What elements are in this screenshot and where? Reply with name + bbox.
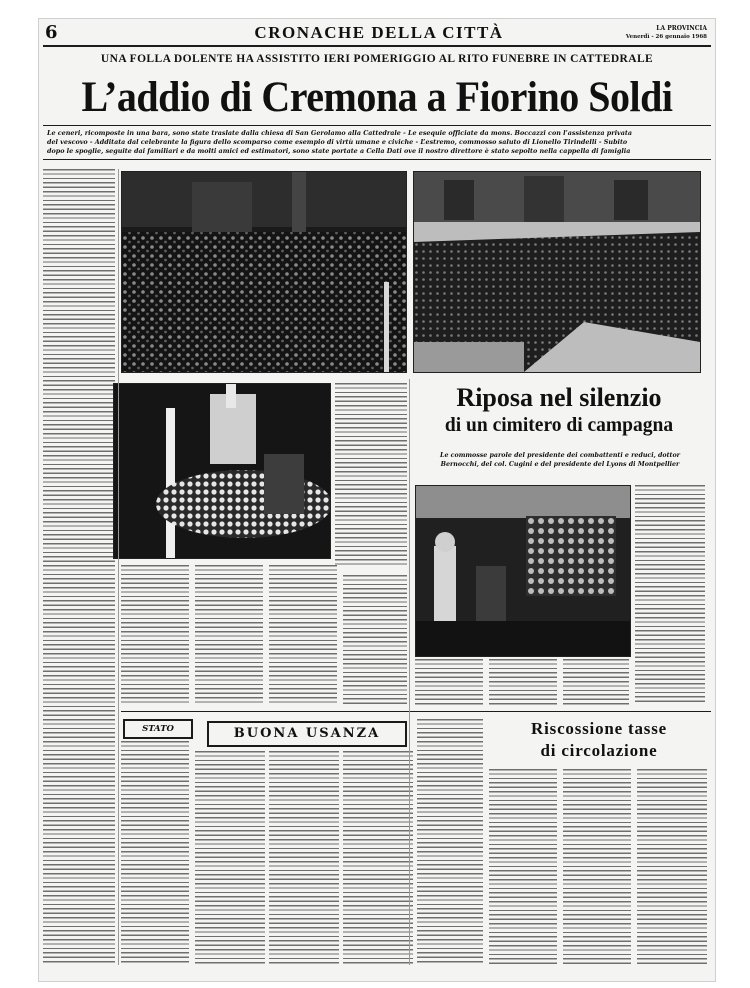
buona-usanza-column-3 <box>343 751 413 965</box>
tax-column-2 <box>563 769 631 965</box>
photo-crowd-cathedral <box>121 171 407 373</box>
paper-name: LA PROVINCIA <box>656 25 707 32</box>
article-column-2 <box>121 565 189 705</box>
article-column-6 <box>415 659 483 705</box>
main-summary-line-2: del vescovo - Additata dal celebrante la figura dello scomparso come esempio di virtù umane e civiche - L’estremo, commosso saluto di Lionello Tirindelli - Subito <box>47 138 628 146</box>
article-column-5 <box>343 575 407 705</box>
tax-column-1 <box>489 769 557 965</box>
buona-usanza-column-2 <box>269 751 339 965</box>
newspaper-page <box>38 18 716 982</box>
issue-date: Venerdì - 26 gennaio 1968 <box>625 34 707 40</box>
article-column-8 <box>563 659 629 705</box>
masthead-rule <box>43 45 711 47</box>
article-column-7 <box>489 659 557 705</box>
article-column-3 <box>195 565 263 705</box>
main-summary-line-1: Le ceneri, ricomposte in una bara, sono state traslate dalla chiesa di San Gerolamo alla Cattedrale - Le esequie officiate da mons. Boccazzi con l’assistenza privata <box>47 129 632 137</box>
lower-section-rule <box>121 711 711 712</box>
secondary-headline-line-1: Riposa nel silenzio <box>456 383 662 412</box>
tax-headline-line-1: Riscossione tasse <box>531 719 667 738</box>
main-kicker: UNA FOLLA DOLENTE HA ASSISTITO IERI POMERIGGIO AL RITO FUNEBRE IN CATTEDRALE <box>100 53 654 65</box>
main-summary-line-3: dopo le spoglie, seguite dai familiari e da molti amici ed estimatori, sono state portate a Cella Dati ove il nostro direttore è stato sepolto nella cappella di famiglia <box>47 147 631 155</box>
secondary-headline-line-2: di un cimitero di campagna <box>444 415 674 436</box>
photo-coffin-flowers <box>113 383 331 559</box>
stato-civile-list <box>121 741 189 965</box>
secondary-summary-line-1: Le commosse parole del presidente dei combattenti e reduci, dottor <box>440 452 680 459</box>
column-separator <box>118 169 119 965</box>
article-column-lower-mid <box>417 719 483 965</box>
article-column-center <box>335 383 407 567</box>
photo-crowd-square <box>413 171 701 373</box>
tax-column-3 <box>637 769 707 965</box>
headline-rule <box>43 125 711 126</box>
article-column-4 <box>269 565 337 705</box>
buona-usanza-label: BUONA USANZA <box>207 721 407 747</box>
article-column-right-upper <box>635 485 705 705</box>
stato-civile-label: STATO <box>123 719 193 739</box>
main-headline: L’addio di Cremona a Fiorino Soldi <box>81 72 673 121</box>
buona-usanza-column-1 <box>195 751 265 965</box>
page-number: 6 <box>45 22 58 43</box>
photo-cemetery-speech <box>415 485 631 657</box>
column-separator <box>409 379 410 965</box>
secondary-summary-line-2: Bernocchi, del col. Cugini e del presidente del Lyons di Montpellier <box>440 461 680 468</box>
article-column-left <box>43 169 115 965</box>
tax-headline-line-2: di circolazione <box>540 741 658 760</box>
summary-rule <box>43 159 711 160</box>
section-title: CRONACHE DELLA CITTÀ <box>254 23 504 42</box>
